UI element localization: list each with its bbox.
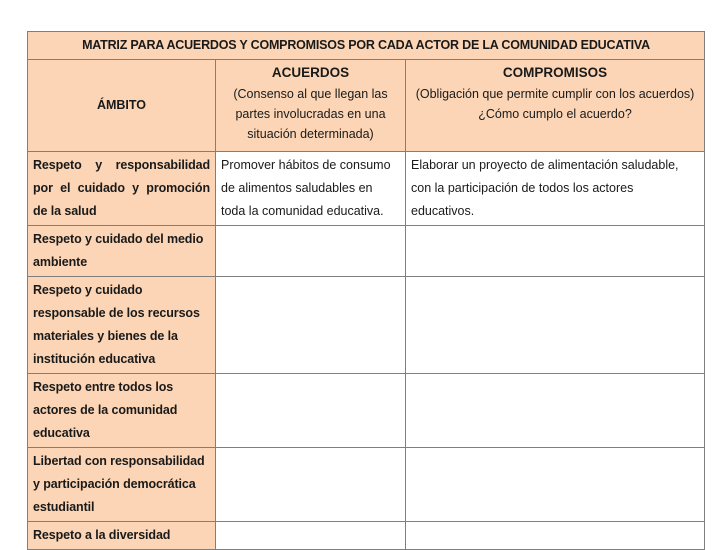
compromisos-header-description: (Obligación que permite cumplir con los acuerdos) ¿Cómo cumplo el acuerdo? <box>415 87 695 121</box>
header-row <box>28 60 705 152</box>
ambito-cell: Libertad con responsabilidad y participación democrática estudiantil <box>28 448 216 522</box>
table-row <box>28 226 705 277</box>
acuerdo-cell <box>216 522 406 550</box>
acuerdo-cell <box>216 226 406 277</box>
title-row <box>28 32 705 60</box>
compromiso-cell: Elaborar un proyecto de alimentación saludable, con la participación de todos los actores educativos. <box>406 152 705 226</box>
compromiso-cell <box>406 522 705 550</box>
acuerdo-cell <box>216 374 406 448</box>
ambito-cell: Respeto y cuidado responsable de los recursos materiales y bienes de la institución educativa <box>28 277 216 374</box>
table-row <box>28 374 705 448</box>
acuerdo-cell <box>216 277 406 374</box>
agreements-matrix-table <box>27 31 705 550</box>
compromiso-cell <box>406 226 705 277</box>
compromiso-cell <box>406 374 705 448</box>
acuerdos-header-title: ACUERDOS <box>271 65 350 80</box>
compromisos-header-title: COMPROMISOS <box>502 65 608 80</box>
ambito-cell: Respeto entre todos los actores de la comunidad educativa <box>28 374 216 448</box>
compromiso-cell <box>406 448 705 522</box>
acuerdo-cell <box>216 448 406 522</box>
acuerdos-header-description: (Consenso al que llegan las partes involucradas en una situación determinada) <box>233 87 388 141</box>
matrix-title: MATRIZ PARA ACUERDOS Y COMPROMISOS POR CADA ACTOR DE LA COMUNIDAD EDUCATIVA <box>28 32 705 60</box>
table-row <box>28 277 705 374</box>
table-row <box>28 448 705 522</box>
acuerdos-header <box>216 60 406 152</box>
ambito-cell: Respeto y cuidado del medio ambiente <box>28 226 216 277</box>
ambito-header: ÁMBITO <box>28 60 216 152</box>
table-row <box>28 152 705 226</box>
ambito-cell: Respeto y responsabilidad por el cuidado y promoción de la salud <box>28 152 216 226</box>
compromiso-cell <box>406 277 705 374</box>
acuerdo-cell: Promover hábitos de consumo de alimentos saludables en toda la comunidad educativa. <box>216 152 406 226</box>
ambito-cell: Respeto a la diversidad <box>28 522 216 550</box>
table-row <box>28 522 705 550</box>
compromisos-header <box>406 60 705 152</box>
